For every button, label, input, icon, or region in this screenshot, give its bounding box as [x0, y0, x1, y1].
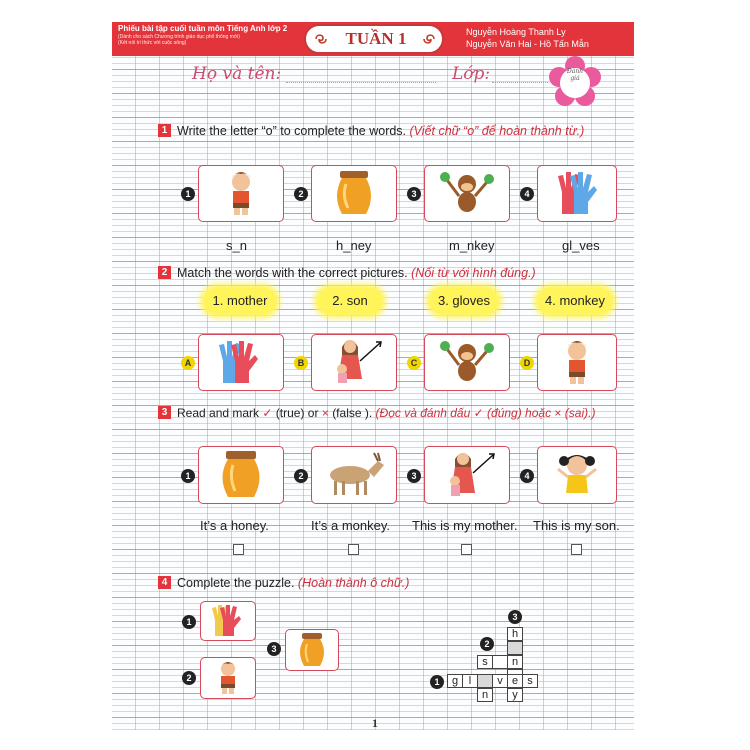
- section3-instruction: [177, 406, 595, 420]
- section-number: 3: [158, 406, 171, 419]
- word-blank[interactable]: m_nkey: [449, 238, 495, 253]
- class-label: Lớp:: [452, 64, 491, 84]
- honey-jar-icon: [199, 447, 283, 502]
- clue-picture: [200, 601, 256, 641]
- cross-mark-icon: ×: [554, 406, 562, 420]
- author-line: Nguyễn Hoàng Thanh Ly: [466, 27, 566, 37]
- header-subtitle-line: (Dành cho sách Chương trình giáo dục phổ thông mới): [118, 34, 240, 40]
- match-word[interactable]: 1. mother: [204, 288, 276, 314]
- page-number: 1: [372, 716, 378, 730]
- sentence: This is my son.: [533, 518, 620, 533]
- header-title-line: Phiếu bài tập cuối tuần môn Tiếng Anh lớp 2: [118, 24, 288, 33]
- item-number: 3: [407, 469, 421, 483]
- header-series-title: [118, 24, 302, 54]
- picture-frame: [311, 165, 397, 222]
- section-number: 2: [158, 266, 171, 279]
- name-label: Họ và tên:: [192, 64, 282, 84]
- picture-letter: D: [520, 356, 534, 370]
- item-number: 2: [294, 469, 308, 483]
- sentence: It’s a honey.: [200, 518, 269, 533]
- answer-checkbox[interactable]: [348, 544, 359, 555]
- picture-frame[interactable]: [424, 334, 510, 391]
- match-word[interactable]: 4. monkey: [538, 288, 612, 314]
- picture-letter: C: [407, 356, 421, 370]
- picture-frame[interactable]: [311, 334, 397, 391]
- class-answer-line[interactable]: [492, 82, 548, 83]
- item-number: 1: [181, 187, 195, 201]
- answer-checkbox[interactable]: [571, 544, 582, 555]
- puzzle-cell[interactable]: n: [477, 688, 493, 702]
- instruction-translation: (Đọc và đánh dấu: [375, 406, 471, 420]
- section1-instruction: [177, 124, 584, 138]
- word-blank[interactable]: gl_ves: [562, 238, 600, 253]
- puzzle-cell[interactable]: g: [447, 674, 463, 688]
- grade-flower-icon: [548, 56, 602, 110]
- item-number: 3: [407, 187, 421, 201]
- boy-icon: [538, 335, 616, 389]
- answer-checkbox[interactable]: [233, 544, 244, 555]
- match-word[interactable]: 3. gloves: [430, 288, 498, 314]
- picture-letter: B: [294, 356, 308, 370]
- honey-jar-icon: [286, 630, 338, 670]
- puzzle-cell[interactable]: [492, 655, 508, 669]
- picture-frame: [537, 446, 617, 504]
- section4-instruction: [177, 576, 409, 590]
- instruction-translation: (sai).): [564, 406, 596, 420]
- cross-mark-icon: ×: [321, 406, 329, 420]
- puzzle-cell[interactable]: n: [507, 655, 523, 669]
- gloves-icon: [201, 602, 255, 640]
- word-blank[interactable]: h_ney: [336, 238, 372, 253]
- check-mark-icon: ✓: [262, 406, 273, 420]
- clue-picture: [285, 629, 339, 671]
- picture-frame: [198, 165, 284, 222]
- name-answer-line[interactable]: [286, 82, 436, 83]
- instruction-text: Complete the puzzle.: [177, 576, 295, 590]
- section-number: 1: [158, 124, 171, 137]
- puzzle-cell[interactable]: [477, 674, 493, 688]
- puzzle-cell[interactable]: v: [492, 674, 508, 688]
- girl-icon: [538, 447, 616, 502]
- item-number: 4: [520, 187, 534, 201]
- instruction-translation: (Nối từ với hình đúng.): [411, 266, 536, 280]
- puzzle-cell[interactable]: h: [507, 627, 523, 641]
- instruction-translation: (Viết chữ “o” để hoàn thành từ.): [409, 124, 585, 138]
- check-mark-icon: ✓: [473, 406, 484, 420]
- goat-icon: [312, 447, 396, 502]
- item-number: 1: [181, 469, 195, 483]
- header-authors: [466, 26, 632, 50]
- item-number: 2: [294, 187, 308, 201]
- ornament-icon: [422, 32, 436, 46]
- instruction-translation: (Hoàn thành ô chữ.): [297, 576, 410, 590]
- mother-icon: [312, 335, 396, 389]
- answer-checkbox[interactable]: [461, 544, 472, 555]
- grid-number: 1: [430, 675, 444, 689]
- section-number: 4: [158, 576, 171, 589]
- author-line: Nguyễn Văn Hai - Hồ Tấn Mẫn: [466, 39, 589, 49]
- match-word[interactable]: 2. son: [318, 288, 382, 314]
- instruction-text: (true) or: [275, 406, 319, 420]
- gloves-icon: [538, 166, 616, 220]
- honey-jar-icon: [312, 166, 396, 220]
- instruction-text: Read and mark: [177, 406, 260, 420]
- picture-frame: [424, 165, 510, 222]
- puzzle-cell[interactable]: y: [507, 688, 523, 702]
- grid-number: 3: [508, 610, 522, 624]
- boy-icon: [201, 658, 255, 698]
- picture-frame[interactable]: [198, 334, 284, 391]
- grid-number: 2: [480, 637, 494, 651]
- clue-number: 2: [182, 671, 196, 685]
- puzzle-cell[interactable]: s: [522, 674, 538, 688]
- picture-frame: [198, 446, 284, 504]
- mother-icon: [425, 447, 509, 502]
- puzzle-cell[interactable]: [507, 641, 523, 655]
- sentence: This is my mother.: [412, 518, 518, 533]
- word-blank[interactable]: s_n: [226, 238, 247, 253]
- puzzle-cell[interactable]: l: [462, 674, 478, 688]
- instruction-translation: (đúng) hoặc: [487, 406, 552, 420]
- picture-frame: [537, 165, 617, 222]
- header-subtitle-line: (Kết nối tri thức với cuộc sống): [118, 40, 187, 46]
- instruction-text: Write the letter “o” to complete the words.: [177, 124, 407, 138]
- week-badge: [304, 24, 444, 54]
- sentence: It’s a monkey.: [311, 518, 390, 533]
- boy-icon: [199, 166, 283, 220]
- week-title: TUẦN 1: [345, 29, 407, 48]
- item-number: 4: [520, 469, 534, 483]
- monkey-icon: [425, 335, 509, 389]
- gloves-icon: [199, 335, 283, 389]
- instruction-text: (false ).: [332, 406, 373, 420]
- section2-instruction: [177, 266, 536, 280]
- grade-label: Đánh giá: [566, 68, 584, 82]
- clue-number: 1: [182, 615, 196, 629]
- picture-frame: [311, 446, 397, 504]
- clue-picture: [200, 657, 256, 699]
- picture-letter: A: [181, 356, 195, 370]
- monkey-icon: [425, 166, 509, 220]
- picture-frame[interactable]: [537, 334, 617, 391]
- puzzle-cell[interactable]: s: [477, 655, 493, 669]
- instruction-text: Match the words with the correct pictures.: [177, 266, 408, 280]
- clue-number: 3: [267, 642, 281, 656]
- picture-frame: [424, 446, 510, 504]
- puzzle-cell[interactable]: e: [507, 674, 523, 688]
